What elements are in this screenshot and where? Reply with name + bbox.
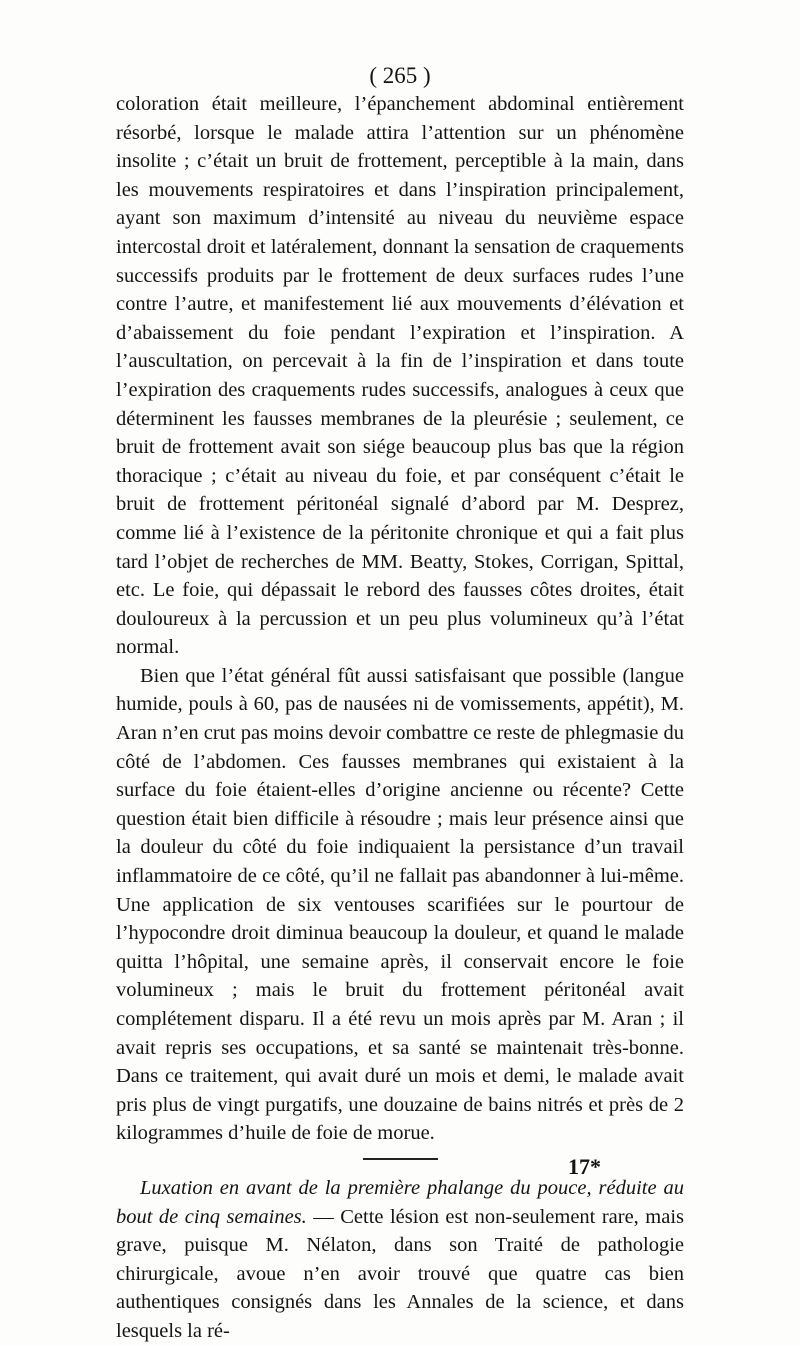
paragraph-1: coloration était meilleure, l’épanchement abdominal entièrement résorbé, lorsque le malade attira l’attention sur un phénomène insolite ; c’était un bruit de frottement, perceptible à la main, dans les mouvements respiratoires et dans l’inspiration principalement, ayant son maximum d’intensité au niveau du neuvième espace intercostal droit et latéralement, donnant la sensation de craquements successifs produits par le frottement de deux surfaces rudes l’une contre l’autre, et manifestement lié aux mouvements d’élévation et d’abaissement du foie pendant l’expiration et l’inspiration. A l’auscultation, on percevait à la fin de l’inspiration et dans toute l’expiration des craquements rudes successifs, analogues à ceux que déterminent les fausses membranes de la pleurésie ; seulement, ce bruit de frottement avait son siége beaucoup plus bas que la région thoracique ; c’était au niveau du foie, et par conséquent c’était le bruit de frottement péritonéal signalé d’abord par M. Desprez, comme lié à l’existence de la péritonite chronique et qui a fait plus tard l’objet de recherches de MM. Beatty, Stokes, Corrigan, Spittal, etc. Le foie, qui dépassait le rebord des fausses côtes droites, était douloureux à la percussion et un peu plus volumineux qu’à l’état normal. — [116, 93, 684, 659]
section-paragraph — [116, 1174, 684, 1346]
section-body: Cette lésion est non-seulement rare, mais grave, puisque M. Nélaton, dans son Traité de pathologie chirurgicale, avoue n’en avoir trouvé que quatre cas bien authentiques consignés dans les Annales de la science, et dans lesquels la ré- — [116, 1205, 685, 1342]
paragraph-2: Bien que l’état général fût aussi satisfaisant que possible (langue humide, pouls à 60, pas de nausées ni de vomissements, appétit), M. Aran n’en crut pas moins devoir combattre ce reste de phlegmasie du côté de l’abdomen. Ces fausses membranes qui existaient à la surface du foie étaient-elles d’origine ancienne ou récente? Cette question était bien difficile à résoudre ; mais leur présence ainsi que la douleur du côté du foie indiquaient la persistance d’un travail inflammatoire de ce côté, qu’il ne fallait pas abandonner à lui-même. Une application de six ventouses scarifiées sur le pourtour de l’hypocondre droit diminua beaucoup la douleur, et quand le malade quitta l’hôpital, une semaine après, il conservait encore le foie volumineux ; mais le bruit du frottement péritonéal avait complétement disparu. Il a été revu un mois après par M. Aran ; il avait repris ses occupations, et sa santé se maintenait très-bonne. Dans ce traitement, qui avait duré un mois et demi, le malade avait pris plus de vingt purgatifs, une douzaine de bains nitrés et près de 2 kilogrammes d’huile de foie de morue. — [116, 664, 684, 1145]
section-separator — [363, 1158, 438, 1160]
signature-mark: 17* — [568, 1154, 601, 1179]
page-number: ( 265 ) — [369, 63, 431, 88]
section-title: Luxation en avant de la première phalange du pouce, réduite au bout de cinq semaines. — [116, 1176, 684, 1228]
section-dash: — — [306, 1205, 341, 1228]
